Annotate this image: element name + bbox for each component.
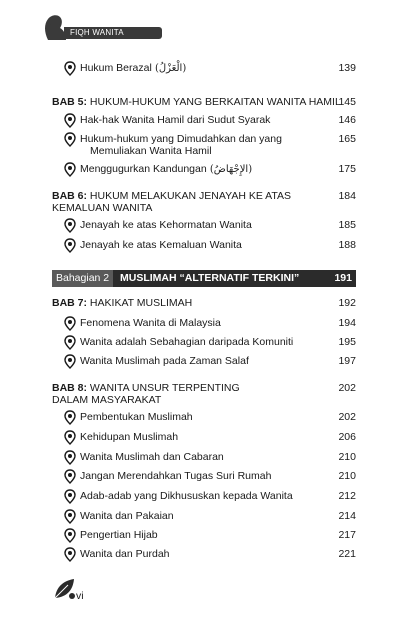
page-number: 195 [338, 336, 356, 348]
entry-title: Jenayah ke atas Kemaluan Wanita [80, 239, 242, 251]
entry-title: Hukum-hukum yang Dimudahkan dan yang Memuliakan Wanita Hamil [80, 133, 282, 157]
page-number: 210 [338, 451, 356, 463]
page-number: 206 [338, 431, 356, 443]
entry-title: Menggugurkan Kandungan (الإِجْهَاضُ) [80, 163, 253, 175]
chapter-label: BAB 7: [52, 297, 88, 309]
chapter-label: BAB 5: [52, 96, 88, 108]
entry-title: BAB 7: HAKIKAT MUSLIMAH [52, 297, 193, 309]
page-number: 202 [338, 382, 356, 394]
part-heading[interactable] [52, 270, 356, 287]
page-number: 165 [338, 133, 356, 145]
entry-title: Kehidupan Muslimah [80, 431, 179, 443]
header-tab: FIQH WANITA [64, 27, 162, 39]
entry-title-continued: Memuliakan Wanita Hamil [90, 145, 212, 157]
entry-title: Wanita dan Pakaian [80, 510, 174, 522]
location-pin-icon [64, 547, 76, 562]
entry-title: Wanita Muslimah pada Zaman Salaf [80, 355, 249, 367]
entry-title: Adab-adab yang Dikhususkan kepada Wanita [80, 490, 293, 502]
location-pin-icon [64, 316, 76, 331]
location-pin-icon [64, 335, 76, 350]
page-number: 192 [338, 297, 356, 309]
entry-title: Wanita adalah Sebahagian daripada Komuniti [80, 336, 294, 348]
page-number: 197 [338, 355, 356, 367]
arabic-term: (الإِجْهَاضُ) [206, 164, 253, 175]
page-number: 212 [338, 490, 356, 502]
page-number: 221 [338, 548, 356, 560]
entry-title: BAB 5: HUKUM-HUKUM YANG BERKAITAN WANITA HAMIL [52, 96, 341, 108]
entry-title-continued: DALAM MASYARAKAT [52, 394, 162, 406]
page-number: 214 [338, 510, 356, 522]
page-number: 210 [338, 470, 356, 482]
page-number: vi [76, 590, 84, 602]
location-pin-icon [64, 218, 76, 233]
location-pin-icon [64, 162, 76, 177]
location-pin-icon [64, 61, 76, 76]
location-pin-icon [64, 469, 76, 484]
entry-title: Fenomena Wanita di Malaysia [80, 317, 221, 329]
location-pin-icon [64, 489, 76, 504]
arabic-term: (الْعَزْلُ) [151, 63, 187, 74]
part-label: Bahagian 2 [52, 270, 113, 287]
page-number: 194 [338, 317, 356, 329]
page-number: 188 [338, 239, 356, 251]
page-number: 185 [338, 219, 356, 231]
location-pin-icon [64, 450, 76, 465]
entry-title: Pembentukan Muslimah [80, 411, 193, 423]
entry-title: Pengertian Hijab [80, 529, 158, 541]
chapter-label: BAB 8: [52, 382, 88, 394]
leaf-ornament-icon [52, 576, 78, 602]
entry-title: Jangan Merendahkan Tugas Suri Rumah [80, 470, 272, 482]
location-pin-icon [64, 354, 76, 369]
location-pin-icon [64, 509, 76, 524]
page-number: 146 [338, 114, 356, 126]
entry-title: Wanita dan Purdah [80, 548, 170, 560]
page-number: 202 [338, 411, 356, 423]
part-page-number: 191 [334, 272, 352, 284]
page-number: 139 [338, 62, 356, 74]
location-pin-icon [64, 430, 76, 445]
chapter-label: BAB 6: [52, 190, 88, 202]
entry-title: BAB 6: HUKUM MELAKUKAN JENAYAH KE ATAS KEMALUAN WANITA [52, 190, 292, 214]
entry-title: Jenayah ke atas Kehormatan Wanita [80, 219, 252, 231]
running-header [38, 10, 148, 40]
location-pin-icon [64, 113, 76, 128]
part-title: MUSLIMAH “ALTERNATIF TERKINI” [120, 272, 300, 284]
page-number: 217 [338, 529, 356, 541]
page-footer [52, 576, 112, 606]
entry-title: Hukum Berazal (الْعَزْلُ) [80, 62, 187, 74]
entry-title: Wanita Muslimah dan Cabaran [80, 451, 224, 463]
entry-title: Hak-hak Wanita Hamil dari Sudut Syarak [80, 114, 271, 126]
location-pin-icon [64, 132, 76, 147]
location-pin-icon [64, 410, 76, 425]
page-number: 184 [338, 190, 356, 202]
location-pin-icon [64, 238, 76, 253]
page-number: 175 [338, 163, 356, 175]
location-pin-icon [64, 528, 76, 543]
entry-title: BAB 8: WANITA UNSUR TERPENTING DALAM MASYARAKAT [52, 382, 240, 406]
page-number: 145 [338, 96, 356, 108]
entry-title-continued: KEMALUAN WANITA [52, 202, 153, 214]
